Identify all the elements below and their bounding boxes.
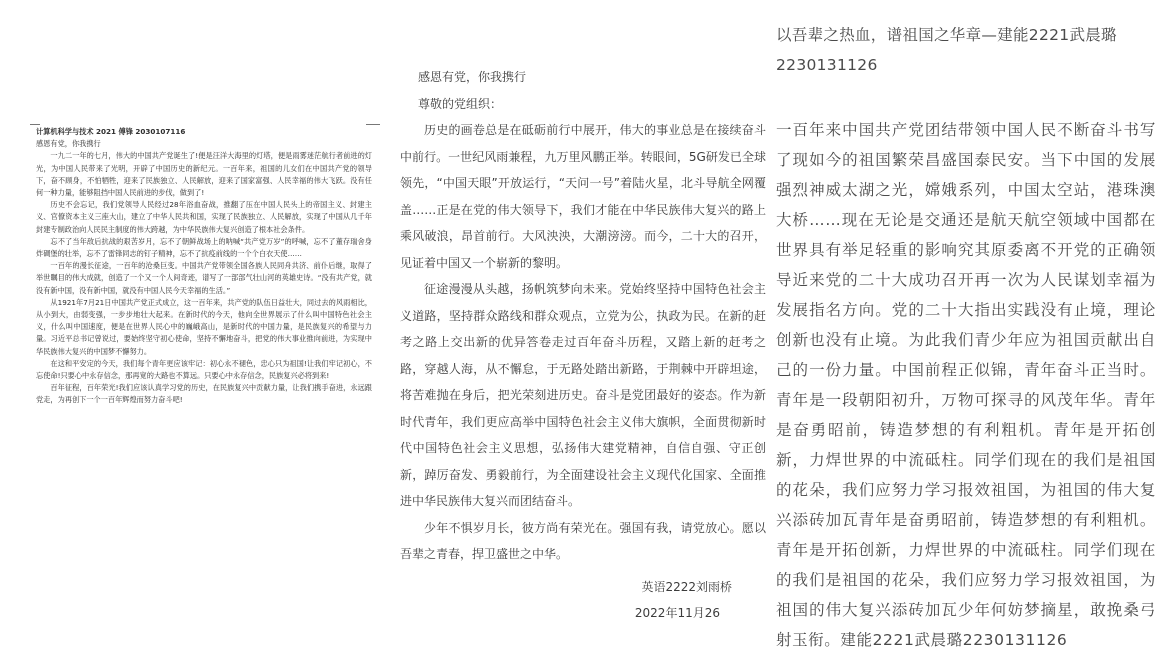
margin-mark-right <box>366 124 380 125</box>
right-page-heading: 以吾辈之热血，谱祖国之华章—建能2221武晨璐2230131126 <box>776 26 1117 74</box>
letter-paragraph-1: 历史的画卷总是在砥砺前行中展开，伟大的事业总是在接续奋斗中前行。一世纪风雨兼程，九万里风鹏正举。转眼间，5G研发已全球领先，“中国天眼”开放运行，“天问一号”着陆火星，北斗导航全网覆盖……正是在党的伟大领导下，我们才能在中华民族伟大复兴的路上乘风破浪，昂首前行。大风泱泱，大潮滂滂。而今，二十大的召开，见证着中国又一个崭新的黎明。 <box>400 123 766 270</box>
right-page-body: 一百年来中国共产党团结带领中国人民不断奋斗书写了现如今的祖国繁荣昌盛国泰民安。当下中国的发展强烈神威太湖之光，嫦娥系列，中国太空站，港珠澳大桥……现在无论是交通还是航天航空领域中国都在世界具有举足轻重的影响究其原委离不开党的正确领导近来党的二十大成功召开再一次为人民谋划幸福为发展指名方向。党的二十大指出实践没有止境，理论创新也没有止境。为此我们青少年应为祖国贡献出自己的一份力量。中国前程正似锦，青年奋斗正当时。青年是一段朝阳初升，万物可探寻的风茂年华。青年是奋勇昭前，铸造梦想的有利粗机。青年是开拓创新，力焊世界的中流砥柱。同学们现在的我们是祖国的花朵，我们应努力学习报效祖国，为祖国的伟大复兴添砖加瓦青年是奋勇昭前，铸造梦想的有利粗机。青年是开拓创新，力焊世界的中流砥柱。同学们现在的我们是祖国的花朵，我们应努力学习报效祖国，为祖国的伟大复兴添砖加瓦少年何妨梦摘星，敢挽桑弓射玉衔。建能2221武晨璐2230131126 <box>776 121 1156 649</box>
middle-handwritten-letter <box>400 64 766 650</box>
left-paragraph-5: 从1921年7月21日中国共产党正式成立，这一百年来，共产党的队伍日益壮大，同过去的风雨相比，从小到大，由弱变强，一步步地壮大起来。在新时代的今天，他向全世界展示了什么叫中国特色社会主义，什么叫中国速度，便是在世界人民心中的巍峨高山，是新时代的中国力量，是民族复兴的希望与力量。习近平总书记曾说过，要始终坚守初心使命，坚持不懈地奋斗，把党的伟大事业推向前进，为实现中华民族伟大复兴的中国梦不懈努力。 <box>36 297 372 356</box>
left-page-header: 计算机科学与技术 2021 傅锋 2030107116 <box>36 127 186 136</box>
right-handwritten-page <box>776 20 1156 650</box>
letter-salutation: 尊敬的党组织： <box>418 96 503 111</box>
letter-signature: 英语2222刘雨桥 <box>641 579 732 594</box>
letter-paragraph-3: 少年不惧岁月长，彼方尚有荣光在。强国有我，请党放心。愿以吾辈之青春，捍卫盛世之中华。 <box>400 520 766 561</box>
left-paragraph-4: 一百年的漫长征途，一百年的沧桑巨变。中国共产党带领全国各族人民同舟共济、前仆后继，取得了举世瞩目的伟大成就，创造了一个又一个人间奇迹，谱写了一部部气壮山河的英雄史诗。“没有共产党，就没有新中国，没有新中国，就没有中国人民今天幸福的生活。” <box>36 261 372 295</box>
letter-title: 感恩有党，你我携行 <box>418 70 527 84</box>
letter-paragraph-2: 征途漫漫从头越，扬帆筑梦向未来。党始终坚持中国特色社会主义道路，坚持群众路线和群众观点，立党为公，执政为民。在新的赶考之路上交出新的优异答卷走过百年奋斗历程，又踏上新的赶考之路，穿越人海，从不懈怠，于无路处踏出新路，于荆棘中开辟坦途，将苦难抛在身后，把光荣刻进历史。奋斗是党团最好的姿态。作为新时代青年，我们更应高举中国特色社会主义伟大旗帜，全面贯彻新时代中国特色社会主义思想，弘扬伟大建党精神，自信自强、守正创新，踔厉奋发、勇毅前行，为全面建设社会主义现代化国家、全面推进中华民族伟大复兴而团结奋斗。 <box>400 282 766 508</box>
letter-date: 2022年11月26 <box>634 606 720 620</box>
left-page-greeting: 感恩有党，你我携行 <box>36 139 101 149</box>
left-paragraph-6: 在这和平安定的今天，我们每个青年更应该牢记：初心永不褪色，忠心只为祖国!让我们牢记初心，不忘使命!只要心中永存信念，那再宽的大路也不算远。只要心中永存信念，民族复兴必将到来! <box>36 358 372 381</box>
margin-mark-left <box>30 124 40 125</box>
left-paragraph-3: 忘不了当年敌后抗战的艰苦岁月，忘不了朝鲜战场上的呐喊“共产党万岁”的呼喊，忘不了董存瑞舍身炸碉堡的壮举，忘不了雷锋同志的钉子精神，忘不了抗疫前线的一个个白衣天使…… <box>36 236 372 259</box>
left-handwritten-page <box>36 126 372 506</box>
left-paragraph-2: 历史不会忘记，我们党领导人民经过28年浴血奋战，推翻了压在中国人民头上的帝国主义、封建主义、官僚资本主义三座大山，建立了中华人民共和国，实现了民族独立、人民解放，实现了中国从几千年封建专制政治向人民民主制度的伟大跨越，为中华民族伟大复兴创造了根本社会条件。 <box>36 200 372 234</box>
left-paragraph-1: 一九二一年的七月，伟大的中国共产党诞生了!便是汪洋大海里的灯塔，便是雨雾迷茫航行者前进的灯光，为中国人民带来了光明，开辟了中国历史的新纪元。一百年来，祖国的儿女们在中国共产党的领导下，奋不顾身，不怕牺牲，迎来了民族独立、人民解放，迎来了国家富强、人民幸福的伟大飞跃。没有任何一种力量，能够阻挡中国人民前进的步伐，做到了! <box>36 151 372 198</box>
left-paragraph-7: 百年征程，百年荣光!我们应该认真学习党的历史，在民族复兴中贡献力量，让我们携手奋进，永远跟党走，为再创下一个一百年辉煌而努力奋斗吧! <box>36 383 372 405</box>
